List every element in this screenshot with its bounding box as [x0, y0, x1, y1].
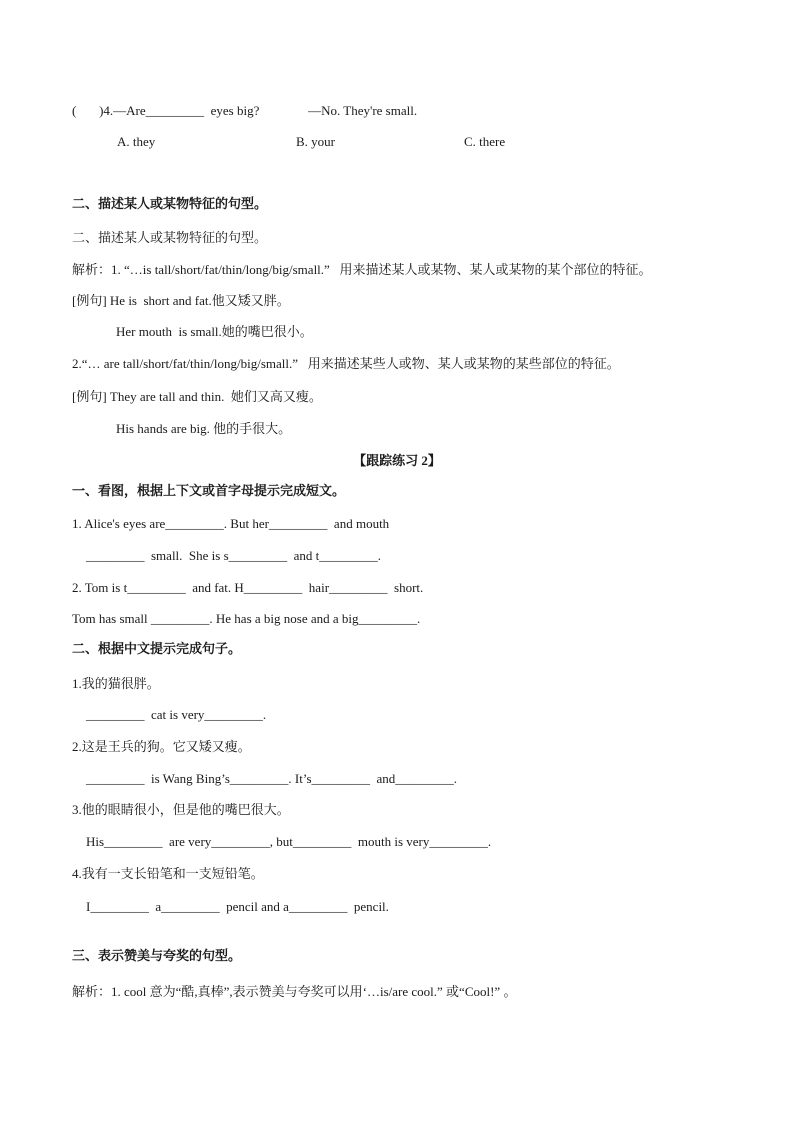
analysis-1: 解析：1. “…is tall/short/fat/thin/long/big/small.” 用来描述某人或某物、某人或某物的某个部位的特征。 [72, 262, 652, 277]
part-1-line: 1. Alice's eyes are_________. But her_________ and mouth [72, 516, 390, 531]
part-1-line: Tom has small _________. He has a big nose and a big_________. [72, 611, 421, 626]
option-c: C. there [464, 134, 506, 149]
part-2-line: I_________ a_________ pencil and a_________ pencil. [86, 899, 389, 914]
part-2-line: 4.我有一支长铅笔和一支短铅笔。 [72, 866, 264, 881]
part-2-title: 二、根据中文提示完成句子。 [72, 641, 242, 656]
practice-heading: 【跟踪练习 2】 [353, 453, 441, 468]
part-1-title: 一、看图，根据上下文或首字母提示完成短文。 [72, 483, 346, 498]
part-2-line: 2.这是王兵的狗。它又矮又瘦。 [72, 739, 251, 754]
section-2-title-bold: 二、描述某人或某物特征的句型。 [72, 196, 268, 211]
example-2b: His hands are big. 他的手很大。 [116, 421, 292, 436]
example-1a: [例句] He is short and fat.他又矮又胖。 [72, 293, 290, 308]
part-2-line: 1.我的猫很胖。 [72, 676, 160, 691]
example-1b: Her mouth is small.她的嘴巴很小。 [116, 324, 313, 339]
question-4-stem: ( )4.—Are_________ eyes big? —No. They're small. [72, 103, 418, 118]
example-2a: [例句] They are tall and thin. 她们又高又瘦。 [72, 389, 322, 404]
section-3-title: 三、表示赞美与夸奖的句型。 [72, 948, 242, 963]
part-2-line: 3.他的眼睛很小，但是他的嘴巴很大。 [72, 802, 290, 817]
part-2-line: _________ is Wang Bing’s_________. It’s_________ and_________. [86, 771, 458, 786]
option-b: B. your [296, 134, 335, 149]
analysis-2: 2.“… are tall/short/fat/thin/long/big/small.” 用来描述某些人或物、某人或某物的某些部位的特征。 [72, 356, 620, 371]
part-1-line: 2. Tom is t_________ and fat. H_________ hair_________ short. [72, 580, 424, 595]
part-2-line: _________ cat is very_________. [86, 707, 267, 722]
part-1-line: _________ small. She is s_________ and t_________. [86, 548, 382, 563]
part-2-line: His_________ are very_________, but_________ mouth is very_________. [86, 834, 492, 849]
section-3-analysis: 解析：1. cool 意为“酷,真棒”,表示赞美与夸奖可以用‘…is/are cool.” 或“Cool!” 。 [72, 984, 517, 999]
section-2-title: 二、描述某人或某物特征的句型。 [72, 230, 268, 245]
option-a: A. they [117, 134, 156, 149]
